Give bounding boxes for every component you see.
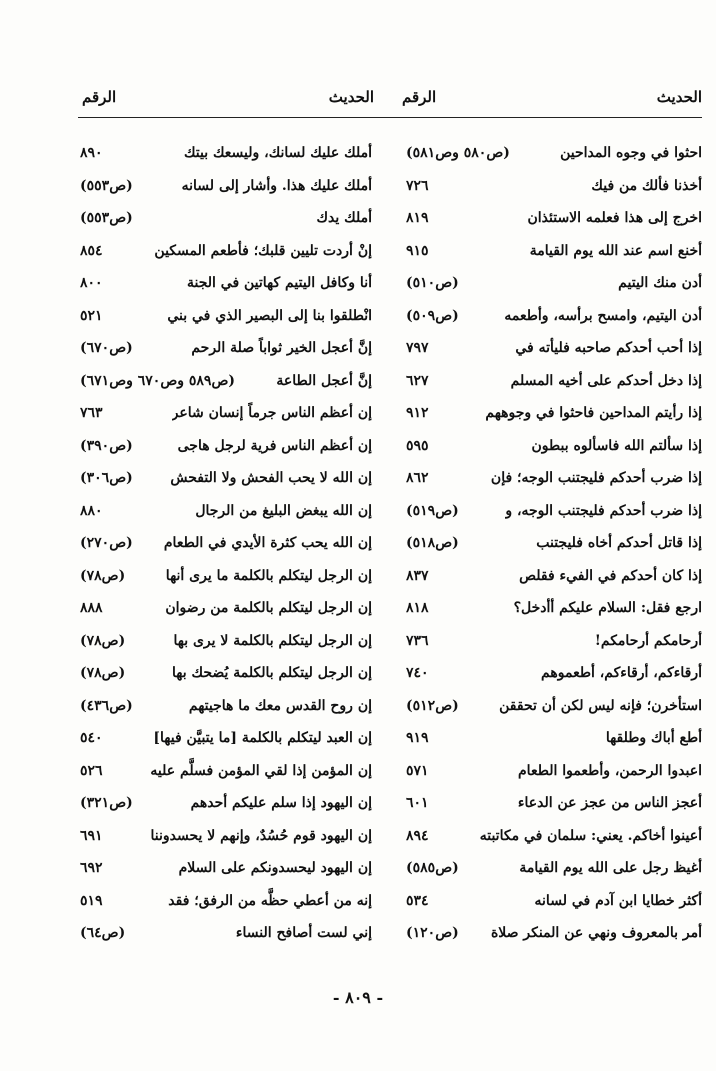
index-entry <box>406 917 702 950</box>
hadith-number: ٨٠٠ <box>80 275 103 291</box>
hadith-number: ٧٩٧ <box>406 340 429 356</box>
hadith-number: (ص٥٨٥) <box>406 860 459 876</box>
hadith-number: ٨٨٨ <box>80 600 103 616</box>
index-entry <box>406 235 702 268</box>
index-entry <box>80 852 372 885</box>
index-entry <box>406 690 702 723</box>
hadith-text: احثوا في وجوه المداحين <box>560 145 702 161</box>
hadith-text: ارجع فقل: السلام عليكم أأدخل؟ <box>513 600 702 616</box>
hadith-number: ٨٦٢ <box>406 470 429 486</box>
hadith-text: إن الله يحب كثرة الأيدي في الطعام <box>163 535 372 551</box>
hadith-text: أدن اليتيم، وامسح برأسه، وأطعمه <box>504 307 702 324</box>
hadith-text: إذا كان أحدكم في الفيء فقلص <box>519 567 702 584</box>
left-hadith-heading: الحديث <box>328 88 374 106</box>
hadith-text: اعبدوا الرحمن، وأطعموا الطعام <box>518 762 702 779</box>
hadith-text: أملك عليك هذا. وأشار إلى لسانه <box>181 177 372 194</box>
index-entry <box>80 365 372 398</box>
hadith-text: انْطلقوا بنا إلى البصير الذي في بني <box>167 307 372 324</box>
index-entry <box>406 332 702 365</box>
hadith-text: إن الرجل ليتكلم بالكلمة يُضحك بها <box>172 665 372 681</box>
hadith-number: (ص٢٧٠) <box>80 535 133 551</box>
index-entry <box>80 527 372 560</box>
hadith-number: ٨٥٤ <box>80 242 103 259</box>
hadith-text: إن المؤمن إذا لقي المؤمن فسلَّم عليه <box>150 762 372 779</box>
hadith-number: (ص٥١٨) <box>406 535 459 551</box>
hadith-text: إذا ضرب أحدكم فليجتنب الوجه، و <box>505 502 702 519</box>
index-entry <box>406 170 702 203</box>
hadith-text: أخذنا فألك من فيك <box>591 177 702 194</box>
index-entry <box>80 170 372 203</box>
index-entry <box>406 365 702 398</box>
hadith-text: اخرج إلى هذا فعلمه الاستئذان <box>527 210 702 226</box>
hadith-text: إذا دخل أحدكم على أخيه المسلم <box>510 372 702 389</box>
index-entry <box>406 137 702 170</box>
index-entry <box>80 787 372 820</box>
right-hadith-heading: الحديث <box>656 88 702 106</box>
left-index-column <box>80 137 372 950</box>
hadith-number: ٦٢٧ <box>406 372 429 389</box>
hadith-number: ٥٢٦ <box>80 762 103 779</box>
index-entry <box>80 137 372 170</box>
hadith-text: إنه من أعطي حظَّه من الرفق؛ فقد <box>168 892 372 909</box>
hadith-number: ٦٠١ <box>406 795 429 811</box>
right-number-heading: الرقم <box>402 88 437 106</box>
hadith-number: (ص٥٠٩) <box>406 307 459 324</box>
hadith-number: ٥٤٠ <box>80 730 103 746</box>
hadith-number: (ص٣٠٦) <box>80 470 133 486</box>
hadith-number: (ص٣٩٠) <box>80 437 133 454</box>
index-entry <box>406 852 702 885</box>
hadith-number: ٩١٩ <box>406 730 429 746</box>
header-divider <box>78 117 702 118</box>
index-entry <box>406 495 702 528</box>
index-entry <box>406 300 702 333</box>
index-entry <box>80 430 372 463</box>
hadith-text: إن العبد ليتكلم بالكلمة [ما يتبيَّن فيها] <box>153 730 372 746</box>
hadith-text: أرقاءكم، أرقاءكم، أطعموهم <box>541 665 702 681</box>
index-entry <box>80 820 372 853</box>
index-entry <box>406 462 702 495</box>
hadith-text: إنْ أردت تليين قلبك؛ فأطعم المسكين <box>154 242 372 259</box>
hadith-text: أملك عليك لسانك، وليسعك بيتك <box>183 145 372 161</box>
hadith-text: إنَّ أعجل الخير ثواباً صلة الرحم <box>191 340 372 356</box>
hadith-text: إذا سألتم الله فاسألوه ببطون <box>531 437 702 454</box>
hadith-text: إني لست أصافح النساء <box>235 925 372 941</box>
hadith-number: (ص٧٨) <box>80 632 126 649</box>
hadith-text: إن اليهود قوم حُسُدٌ، وإنهم لا يحسدوننا <box>150 827 372 844</box>
hadith-text: إن اليهود إذا سلم عليكم أحدهم <box>190 795 372 811</box>
hadith-text: إن الله يبغض البليغ من الرجال <box>195 502 372 519</box>
hadith-number: ٨١٩ <box>406 210 429 226</box>
hadith-number: (ص٥٨٩ وص٦٧٠ وص٦٧١) <box>80 372 235 389</box>
index-entry <box>80 300 372 333</box>
hadith-text: أعينوا أخاكم. يعني: سلمان في مكاتبته <box>479 827 702 844</box>
right-index-column <box>406 137 702 950</box>
hadith-number: ٨٣٧ <box>406 567 429 584</box>
right-column-header <box>402 88 702 114</box>
hadith-number: (ص٥١٠) <box>406 275 459 291</box>
index-entry <box>406 885 702 918</box>
index-entry <box>406 657 702 690</box>
hadith-text: أدن منك اليتيم <box>618 275 702 291</box>
hadith-number: (ص٧٨) <box>80 567 126 584</box>
index-entry <box>406 527 702 560</box>
index-entry <box>80 657 372 690</box>
index-entry <box>80 755 372 788</box>
index-entry <box>80 625 372 658</box>
hadith-text: استأخرن؛ فإنه ليس لكن أن تحققن <box>499 697 702 714</box>
hadith-number: ٧٢٦ <box>406 177 429 194</box>
index-entry <box>80 397 372 430</box>
hadith-number: (ص٥٥٣) <box>80 210 133 226</box>
hadith-number: ٦٩٢ <box>80 860 103 876</box>
hadith-number: (ص٥١٩) <box>406 502 459 519</box>
hadith-text: إذا قاتل أحدكم أخاه فليجتنب <box>536 535 702 551</box>
page-number: - ٨٠٩ - <box>332 988 384 1007</box>
hadith-text: إن اليهود ليحسدونكم على السلام <box>178 860 372 876</box>
hadith-number: (ص٣٢١) <box>80 795 133 811</box>
hadith-text: إن الرجل ليتكلم بالكلمة ما يرى أنها <box>165 567 372 584</box>
hadith-text: أغيظ رجل على الله يوم القيامة <box>519 860 702 876</box>
hadith-number: ٧٣٦ <box>406 632 429 649</box>
index-entry <box>80 235 372 268</box>
hadith-number: ٩١٢ <box>406 405 429 421</box>
hadith-text: إذا رأيتم المداحين فاحثوا في وجوههم <box>485 405 702 421</box>
hadith-text: إن الرجل ليتكلم بالكلمة لا يرى بها <box>173 632 372 649</box>
index-entry <box>406 397 702 430</box>
index-entry <box>406 560 702 593</box>
hadith-text: أكثر خطايا ابن آدم في لسانه <box>534 892 702 909</box>
hadith-number: ٧٦٣ <box>80 405 103 421</box>
hadith-number: (ص٦٤) <box>80 925 126 941</box>
hadith-text: أملك يدك <box>316 210 372 226</box>
index-entry <box>80 885 372 918</box>
hadith-text: إن الرجل ليتكلم بالكلمة من رضوان <box>165 600 372 616</box>
index-entry <box>406 820 702 853</box>
hadith-number: (ص٧٨) <box>80 665 126 681</box>
hadith-number: ٨١٨ <box>406 600 429 616</box>
hadith-number: ٨٩٠ <box>80 145 103 161</box>
hadith-text: أرحامكم أرحامكم! <box>594 632 702 649</box>
hadith-number: (ص٤٣٦) <box>80 697 133 714</box>
index-entry <box>406 625 702 658</box>
hadith-number: ٨٨٠ <box>80 502 103 519</box>
hadith-number: (ص٦٧٠) <box>80 340 133 356</box>
hadith-number: (ص٥٥٣) <box>80 177 133 194</box>
hadith-text: أعجز الناس من عجز عن الدعاء <box>517 795 702 811</box>
hadith-text: إنَّ أعجل الطاعة <box>276 372 372 389</box>
index-entry <box>80 202 372 235</box>
index-entry <box>80 592 372 625</box>
index-entry <box>406 430 702 463</box>
hadith-number: ٥١٩ <box>80 892 103 909</box>
index-entry <box>80 495 372 528</box>
index-entry <box>80 267 372 300</box>
index-entry <box>80 560 372 593</box>
index-entry <box>406 267 702 300</box>
hadith-number: (ص١٢٠) <box>406 925 459 941</box>
hadith-text: إذا ضرب أحدكم فليجتنب الوجه؛ فإن <box>490 470 702 486</box>
hadith-number: ٥٣٤ <box>406 892 429 909</box>
index-entry <box>80 462 372 495</box>
index-entry <box>406 722 702 755</box>
hadith-number: ٧٤٠ <box>406 665 429 681</box>
index-entry <box>80 332 372 365</box>
index-entry <box>80 917 372 950</box>
hadith-text: أطع أباك وطلقها <box>605 730 702 746</box>
hadith-number: ٥٧١ <box>406 762 429 779</box>
index-entry <box>80 690 372 723</box>
hadith-number: ٩١٥ <box>406 242 429 259</box>
hadith-number: (ص٥٨٠ وص٥٨١) <box>406 145 510 161</box>
index-entry <box>406 592 702 625</box>
hadith-number: ٦٩١ <box>80 827 103 844</box>
hadith-text: إن أعظم الناس فرية لرجل هاجى <box>177 437 372 454</box>
hadith-text: إذا أحب أحدكم صاحبه فليأته في <box>515 340 702 356</box>
index-entry <box>80 722 372 755</box>
index-entry <box>406 787 702 820</box>
hadith-number: (ص٥١٢) <box>406 697 459 714</box>
hadith-number: ٥٩٥ <box>406 437 429 454</box>
hadith-text: إن روح القدس معك ما هاجيتهم <box>188 697 372 714</box>
hadith-text: إن الله لا يحب الفحش ولا التفحش <box>170 470 372 486</box>
index-entry <box>406 755 702 788</box>
hadith-text: أخنع اسم عند الله يوم القيامة <box>529 242 702 259</box>
hadith-number: ٥٢١ <box>80 307 103 324</box>
left-column-header <box>82 88 374 114</box>
hadith-text: أمر بالمعروف ونهي عن المنكر صلاة <box>490 925 702 941</box>
hadith-number: ٨٩٤ <box>406 827 429 844</box>
index-entry <box>406 202 702 235</box>
left-number-heading: الرقم <box>82 88 117 106</box>
hadith-text: إن أعظم الناس جرماً إنسان شاعر <box>171 405 372 421</box>
hadith-text: أنا وكافل اليتيم كهاتين في الجنة <box>186 275 372 291</box>
